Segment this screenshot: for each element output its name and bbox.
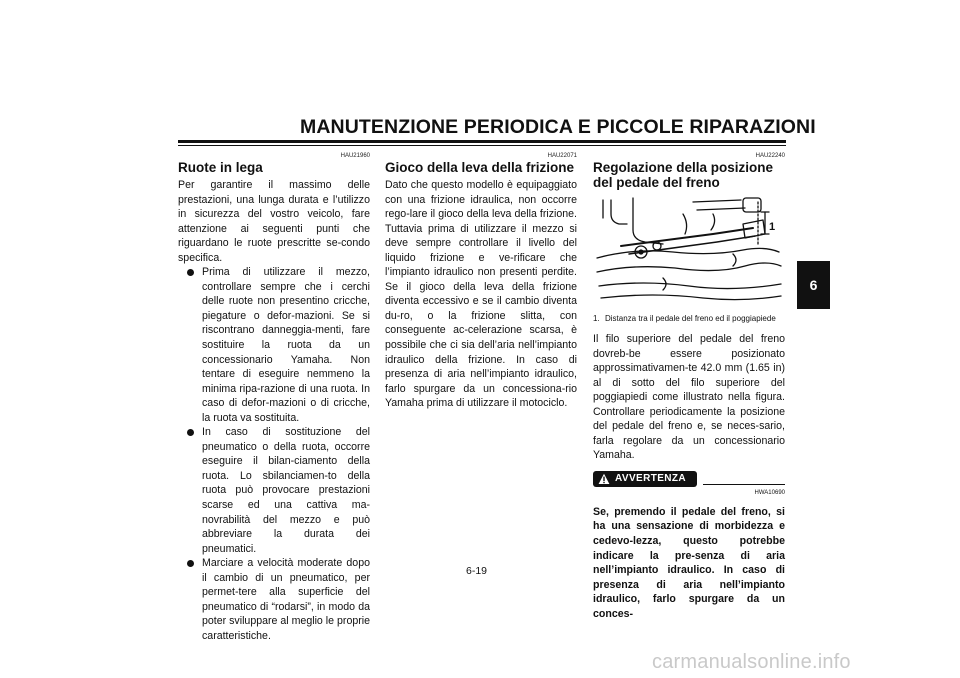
figure-caption	[593, 314, 785, 324]
bullet-icon	[187, 560, 194, 567]
column-brake-pedal	[593, 152, 785, 621]
column-alloy-wheels	[178, 152, 370, 644]
page-header-title: MANUTENZIONE PERIODICA E PICCOLE RIPARAZIONI	[300, 116, 816, 138]
figure-callout-1: 1	[769, 221, 776, 233]
column-clutch-lever	[385, 152, 577, 411]
page-number: 6-19	[466, 565, 488, 577]
brake-paragraph: Il filo superiore del pedale del freno dovreb-be essere posizionato approssimativamen-te 42.0 mm (1.65 in) al di sotto del filo superiore del poggiapiedi come illustrato nella figura. Controllare periodicamente la posizione del pedale del freno e, se neces-sario, farla regolare da un concessionario Yamaha.	[593, 333, 785, 462]
list-item-text: Marciare a velocità moderate dopo il cambio di un pneumatico, per permet-tere alla superficie del pneumatico di “rodarsi”, in modo da poter sviluppare al meglio le proprie caratteristiche.	[202, 557, 370, 642]
caption-number: 1.	[593, 314, 600, 323]
warning-code: HWA10690	[754, 489, 785, 496]
list-item	[178, 556, 370, 643]
header-rule-thin	[178, 145, 786, 146]
clutch-paragraph: Dato che questo modello è equipaggiato con una frizione idraulica, non occorre rego-lare il gioco della leva della frizione. Tuttavia prima di utilizzare il mezzo si deve sempre controllare il livello del liquido frizione e ve-rificare che l’impianto idraulico non presenti perdite. Se il gioco della leva della frizione diventa eccessivo e se il cambio diventa du-ro, o la frizione slitta, con conseguente ac-celerazione scarsa, è possibile che ci sia dell’aria nell’impianto idraulico della frizione. In caso di presenza di aria nell’impianto idraulico, farlo spurgare da un concessiona-rio Yamaha prima di utilizzare il motociclo.	[385, 179, 577, 410]
section-code: HAU21960	[340, 153, 370, 159]
caption-text: Distanza tra il pedale del freno ed il poggiapiede	[605, 314, 776, 323]
bullet-icon	[187, 429, 194, 436]
warning-label: AVVERTENZA	[615, 472, 687, 484]
bullet-list	[178, 265, 370, 643]
warning-rule	[703, 484, 785, 486]
watermark-text: carmanualsonline.info	[652, 651, 851, 673]
section-heading-clutch-lever: Gioco della leva della frizione	[385, 160, 575, 175]
warning-text: Se, premendo il pedale del freno, si ha una sensazione di morbidezza e cedevo-lezza, questo potrebbe indicare la pre-senza di aria nell’impianto idraulico. In caso di presenza di aria nell’impianto idraulico, farlo spurgare da un conces-	[593, 505, 785, 620]
brake-pedal-illustration	[593, 194, 785, 310]
intro-paragraph: Per garantire il massimo delle prestazioni, una lunga durata e l’utilizzo in sicurezza del vostro veicolo, fare attenzione ai seguenti punti che riguardano le ruote prescritte se-condo specifica.	[178, 179, 370, 264]
section-code: HAU22071	[547, 153, 577, 159]
warning-badge	[593, 471, 697, 487]
warning-triangle-icon	[598, 473, 610, 485]
list-item	[178, 425, 370, 556]
section-heading-brake-pedal: Regolazione della posizione del pedale del freno	[593, 160, 774, 190]
list-item	[178, 265, 370, 425]
brake-pedal-drawing	[593, 194, 785, 310]
header-rule	[178, 140, 786, 143]
list-item-text: Prima di utilizzare il mezzo, controllare sempre che i cerchi delle ruote non presentino cricche, piegature o defor-mazioni. Se si riscontrano danneggia-menti, fare sostituire la ruota da un concessionario Yamaha. Non tentare di eseguire nemmeno la minima ripa-razione di una ruota. In caso di defor-mazioni o di cricche, la ruota va sostituita.	[202, 266, 370, 424]
chapter-tab: 6	[797, 261, 830, 309]
bullet-icon	[187, 269, 194, 276]
section-code: HAU22240	[755, 153, 785, 159]
list-item-text: In caso di sostituzione del pneumatico o della ruota, occorre eseguire il bilan-ciamento della ruota. Lo sbilanciamen-to della ruota può provocare prestazioni scarse ed una cattiva ma-novrabilità del mezzo e può abbreviare la durata dei pneumatici.	[202, 426, 370, 555]
warning-header	[593, 471, 785, 487]
section-heading-alloy-wheels: Ruote in lega	[178, 160, 263, 175]
